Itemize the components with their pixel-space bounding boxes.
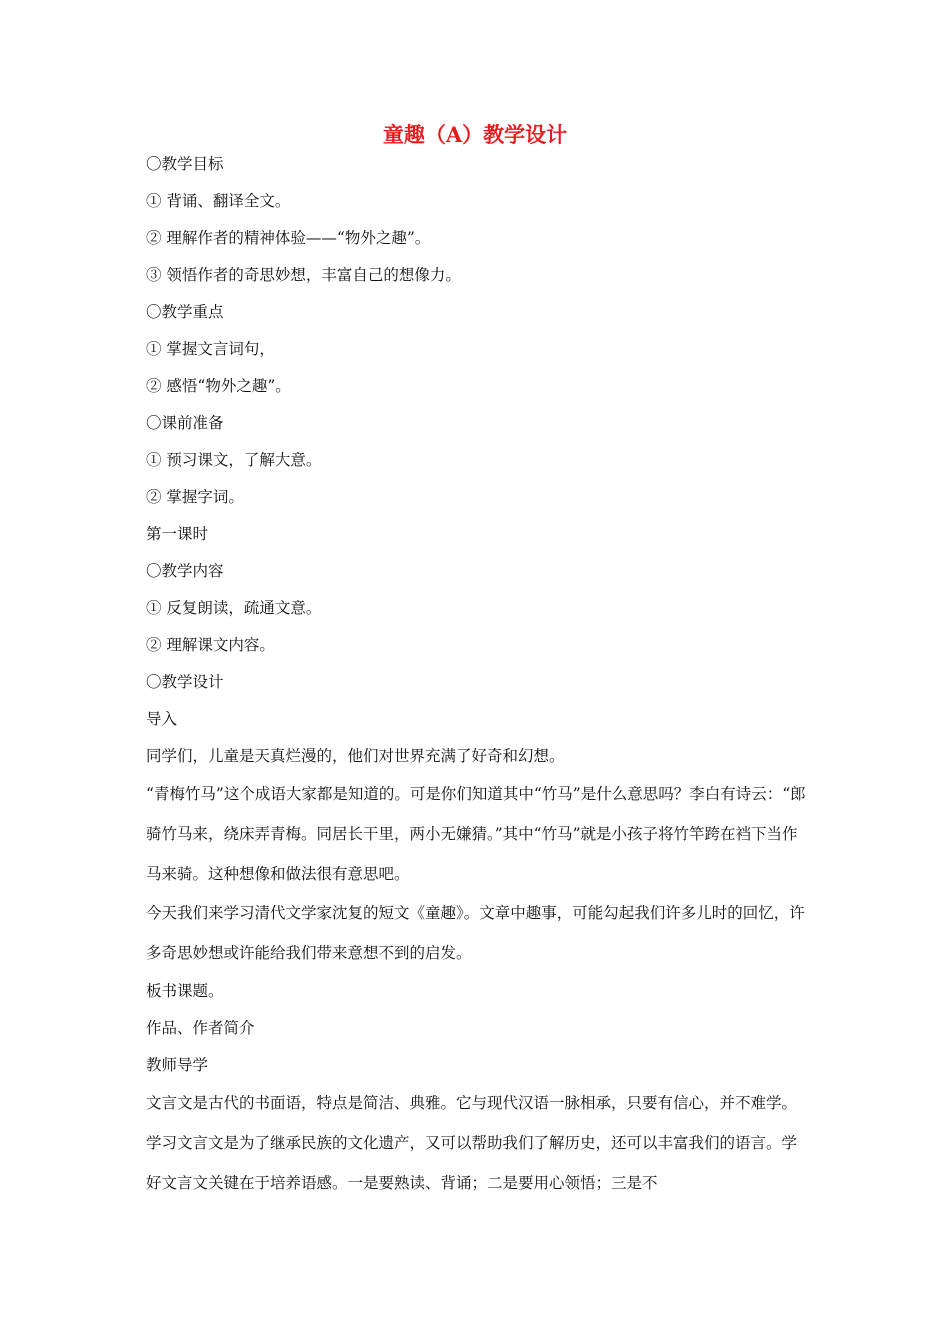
subheading-teacher-guide: 教师导学 [146, 1056, 209, 1074]
paragraph-today: 今天我们来学习清代文学家沈复的短文《童趣》。文章中趣事，可能勾起我们许多儿时的回忆，许多奇思妙想或许能给我们带来意想不到的启发。 [146, 904, 805, 962]
paragraph: 同学们，儿童是天真烂漫的，他们对世界充满了好奇和幻想。 [146, 747, 565, 765]
subheading-works-author: 作品、作者简介 [146, 1019, 255, 1037]
section-heading-key-points: 〇教学重点 [146, 303, 224, 321]
paragraph-qingmei: “青梅竹马”这个成语大家都是知道的。可是你们知道其中“竹马”是什么意思吗？李白有诗云：“郎骑竹马来，绕床弄青梅。同居长干里，两小无嫌猜。”其中“竹马”就是小孩子将竹竿跨在裆下当作马来骑。这种想像和做法很有意思吧。 [146, 785, 806, 883]
paragraph-wenyan: 文言文是古代的书面语，特点是简洁、典雅。它与现代汉语一脉相承，只要有信心，并不难学。学习文言文是为了继承民族的文化遗产，又可以帮助我们了解历史，还可以丰富我们的语言。学好文言文关键在于培养语感。一是要熟读、背诵；二是要用心领悟；三是不 [146, 1094, 798, 1192]
list-item: ② 感悟“物外之趣”。 [146, 377, 291, 395]
list-item: ② 理解课文内容。 [146, 636, 275, 654]
document-body [146, 146, 808, 1203]
list-item: ① 掌握文言词句， [146, 340, 275, 358]
document-title: 童趣（A）教学设计 [382, 122, 568, 147]
lesson-heading: 第一课时 [146, 525, 209, 543]
section-heading-preparation: 〇课前准备 [146, 414, 224, 432]
list-item: ① 预习课文，了解大意。 [146, 451, 322, 469]
list-item: ③ 领悟作者的奇思妙想，丰富自己的想像力。 [146, 266, 461, 284]
list-item: ② 掌握字词。 [146, 488, 244, 506]
list-item: ① 背诵、翻译全文。 [146, 192, 291, 210]
section-heading-objectives: 〇教学目标 [146, 155, 224, 173]
subheading-intro: 导入 [146, 710, 178, 728]
section-heading-design: 〇教学设计 [146, 673, 224, 691]
section-heading-content: 〇教学内容 [146, 562, 224, 580]
list-item: ② 理解作者的精神体验——“物外之趣”。 [146, 229, 431, 247]
paragraph-banshu: 板书课题。 [146, 982, 224, 1000]
list-item: ① 反复朗读，疏通文意。 [146, 599, 322, 617]
